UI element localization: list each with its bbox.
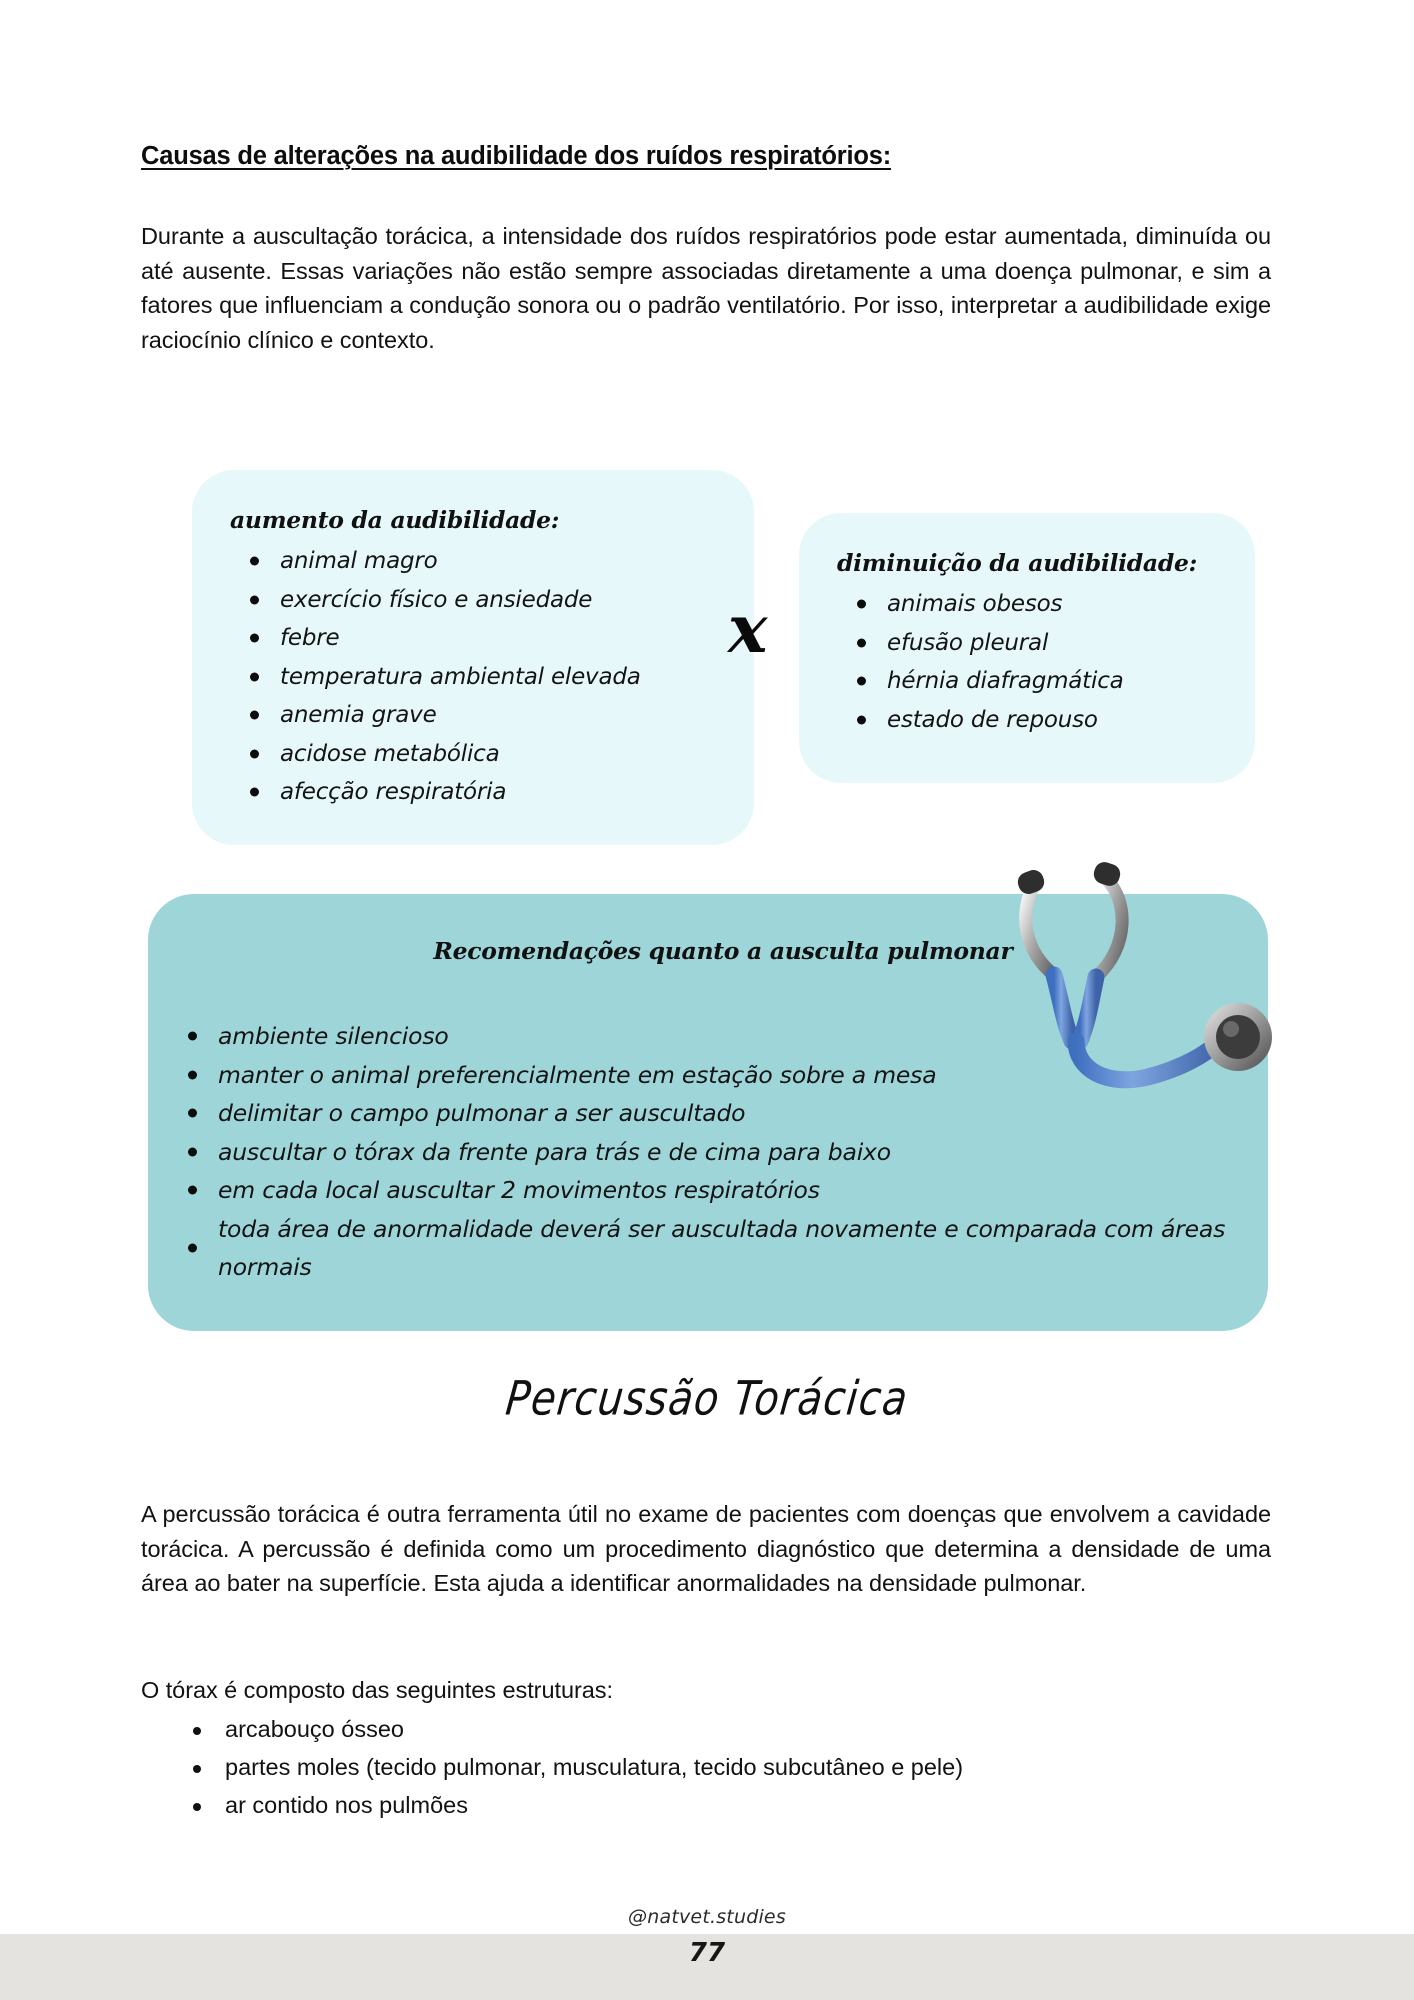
list-item: estado de repouso: [835, 701, 1235, 740]
list-item: em cada local auscultar 2 movimentos respiratórios: [170, 1171, 1230, 1210]
decrease-box-title: diminuição da audibilidade:: [837, 549, 1197, 577]
list-item: toda área de anormalidade deverá ser auscultada novamente e comparada com áreas normais: [170, 1210, 1230, 1287]
recommendations-box: [148, 894, 1268, 1331]
recommendations-box-title: Recomendações quanto a ausculta pulmonar: [433, 937, 1013, 965]
list-item: manter o animal preferencialmente em estação sobre a mesa: [170, 1056, 1230, 1095]
list-item: auscultar o tórax da frente para trás e de cima para baixo: [170, 1133, 1230, 1172]
increase-audibility-box: [192, 470, 754, 845]
decrease-audibility-box: [799, 513, 1255, 783]
list-item: arcabouço ósseo: [163, 1710, 1243, 1748]
percussao-paragraph: A percussão torácica é outra ferramenta útil no exame de pacientes com doenças que envolvem a cavidade torácica. A percussão é definida como um procedimento diagnóstico que determina a densidade de uma área ao bater na superfície. Esta ajuda a identificar anormalidades na densidade pulmonar.: [141, 1501, 1271, 1596]
decrease-audibility-list: [835, 585, 1235, 739]
torax-structures-intro: O tórax é composto das seguintes estruturas:: [141, 1677, 613, 1703]
section-heading-percussao: Percussão Torácica: [503, 1371, 911, 1427]
list-item: animal magro: [228, 542, 728, 581]
recommendations-list: [170, 1017, 1230, 1287]
list-item: efusão pleural: [835, 624, 1235, 663]
increase-box-title: aumento da audibilidade:: [230, 506, 560, 534]
list-item: animais obesos: [835, 585, 1235, 624]
list-item: ambiente silencioso: [170, 1017, 1230, 1056]
torax-structures-list: [163, 1710, 1243, 1824]
list-item: hérnia diafragmática: [835, 662, 1235, 701]
list-item: ar contido nos pulmões: [163, 1786, 1243, 1824]
page-number: 77: [688, 1938, 726, 1968]
list-item: afecção respiratória: [228, 773, 728, 812]
increase-audibility-list: [228, 542, 728, 812]
list-item: delimitar o campo pulmonar a ser auscultado: [170, 1094, 1230, 1133]
list-item: temperatura ambiental elevada: [228, 658, 728, 697]
page-title: Causas de alterações na audibilidade dos ruídos respiratórios:: [141, 142, 891, 170]
list-item: febre: [228, 619, 728, 658]
versus-operator: x: [728, 590, 768, 668]
list-item: exercício físico e ansiedade: [228, 581, 728, 620]
intro-paragraph: Durante a auscultação torácica, a intensidade dos ruídos respiratórios pode estar aumentada, diminuída ou até ausente. Essas variações não estão sempre associadas diretamente a uma doença pulmonar, e sim a fatores que influenciam a condução sonora ou o padrão ventilatório. Por isso, interpretar a audibilidade exige raciocínio clínico e contexto.: [141, 223, 1271, 353]
list-item: partes moles (tecido pulmonar, musculatura, tecido subcutâneo e pele): [163, 1748, 1243, 1786]
list-item: acidose metabólica: [228, 735, 728, 774]
list-item: anemia grave: [228, 696, 728, 735]
footer-handle: @natvet.studies: [628, 1906, 786, 1928]
